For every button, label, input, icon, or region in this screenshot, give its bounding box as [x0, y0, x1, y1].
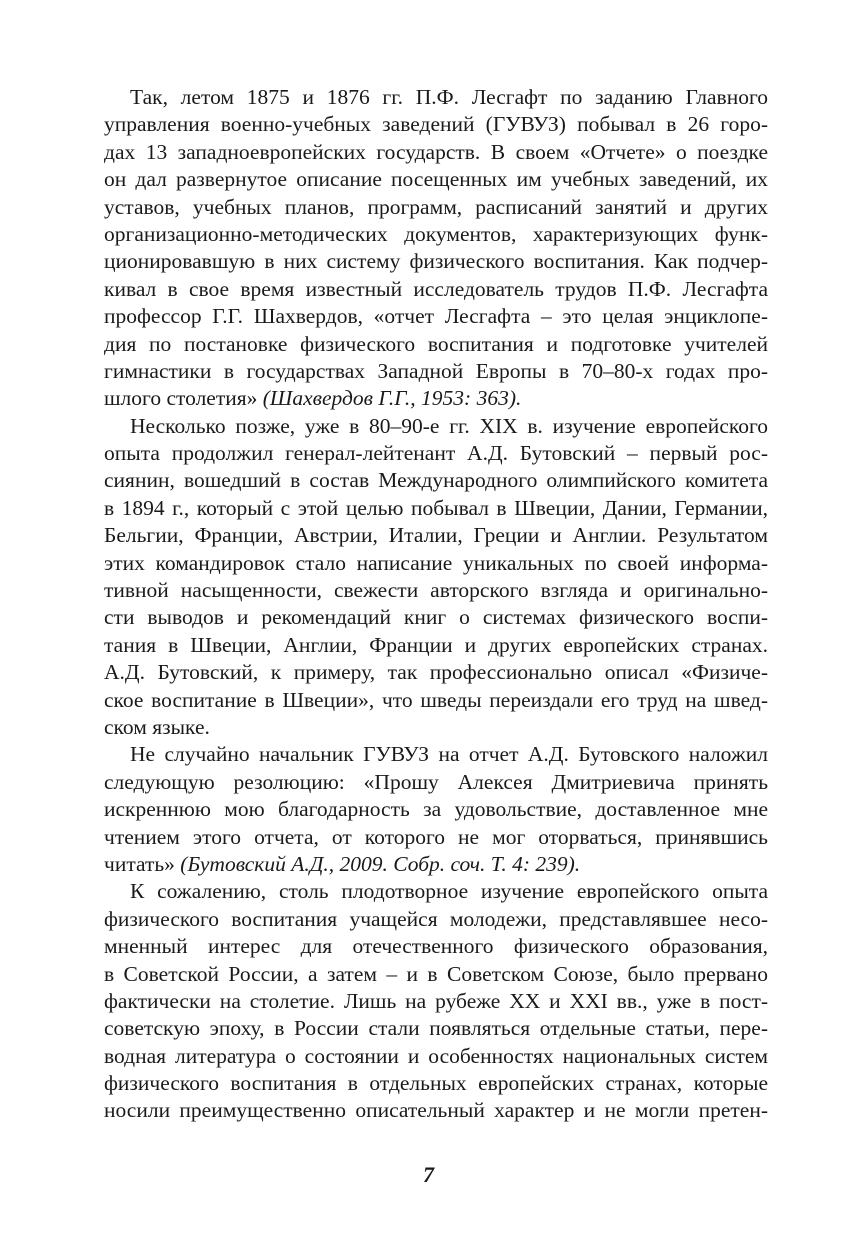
line-text: ском языке.	[104, 714, 210, 739]
text-line: сиянин, вошедший в состав Международного олимпийского комитета	[104, 468, 768, 493]
text-line: дия по постановке физического воспитания и подготовке учителей	[104, 331, 768, 356]
text-line: Несколько позже, уже в 80–90-е гг. XIX в. изучение европейского	[130, 413, 768, 438]
text-line: в 1894 г., который с этой целью побывал в Швеции, Дании, Германии,	[104, 495, 768, 520]
text-line: советскую эпоху, в России стали появляться отдельные статьи, пере-	[104, 1016, 768, 1041]
text-line: искреннюю мою благодарность за удовольствие, доставленное мне	[104, 797, 768, 822]
text-line: сти выводов и рекомендаций книг о системах физического воспи-	[104, 605, 768, 630]
text-line: уставов, учебных планов, программ, расписаний занятий и других	[104, 194, 768, 219]
text-line: Не случайно начальник ГУВУЗ на отчет А.Д. Бутовского наложил	[130, 742, 768, 767]
text-line: фактически на столетие. Лишь на рубеже XX и XXI вв., уже в пост-	[104, 988, 768, 1013]
text-line: гимнастики в государствах Западной Европы в 70–80-х годах про-	[104, 358, 768, 383]
text-line: тания в Швеции, Англии, Франции и других европейских странах.	[104, 632, 768, 657]
text-line: А.Д. Бутовский, к примеру, так профессионально описал «Физиче-	[104, 660, 768, 685]
text-line: Бельгии, Франции, Австрии, Италии, Греции и Англии. Результатом	[104, 523, 768, 548]
paragraph	[104, 741, 768, 878]
text-line: опыта продолжил генерал-лейтенант А.Д. Бутовский – первый рос-	[104, 441, 768, 466]
text-line: Так, летом 1875 и 1876 гг. П.Ф. Лесгафт по заданию Главного	[130, 85, 768, 109]
text-line-last	[104, 385, 768, 412]
line-text: читать»	[104, 851, 175, 876]
text-line: К сожалению, столь плодотворное изучение европейского опыта	[130, 879, 768, 904]
paragraph	[104, 878, 768, 1125]
page-number: 7	[423, 1162, 434, 1187]
page-body	[104, 84, 768, 1125]
text-line: дах 13 западноевропейских государств. В своем «Отчете» о поездке	[104, 139, 768, 164]
text-line: физического воспитания в отдельных европейских странах, которые	[104, 1071, 768, 1096]
text-line: профессор Г.Г. Шахвердов, «отчет Лесгафта – это целая энциклопе-	[104, 304, 768, 329]
text-line: водная литература о состоянии и особенностях национальных систем	[104, 1043, 768, 1068]
text-line: в Советской России, а затем – и в Советском Союзе, было прервано	[104, 961, 768, 986]
text-line: этих командировок стало написание уникальных по своей информа-	[104, 550, 768, 575]
text-line: он дал развернутое описание посещенных им учебных заведений, их	[104, 167, 768, 192]
text-line: мненный интерес для отечественного физического образования,	[104, 934, 768, 959]
text-line: ционировавшую в них систему физического воспитания. Как подчер-	[104, 249, 768, 274]
text-line: тивной насыщенности, свежести авторского взгляда и оригинально-	[104, 578, 768, 603]
text-line: кивал в свое время известный исследователь трудов П.Ф. Лесгафта	[104, 276, 768, 301]
text-line: носили преимущественно описательный характер и не могли претен-	[104, 1098, 768, 1123]
citation: (Бутовский А.Д., 2009. Собр. соч. Т. 4: 239).	[174, 851, 581, 876]
citation: (Шахвердов Г.Г., 1953: 363).	[257, 386, 522, 411]
paragraph	[104, 84, 768, 413]
text-line: управления военно-учебных заведений (ГУВУЗ) побывал в 26 горо-	[104, 112, 768, 137]
line-text: шлого столетия»	[104, 386, 258, 411]
text-line-last	[104, 851, 768, 878]
text-line: организационно-методических документов, характеризующих функ-	[104, 221, 768, 246]
text-line: чтением этого отчета, от которого не мог оторваться, принявшись	[104, 824, 768, 849]
paragraph	[104, 413, 768, 742]
text-line: ское воспитание в Швеции», что шведы переиздали его труд на швед-	[104, 687, 768, 712]
text-line-last	[104, 714, 768, 741]
text-line: следующую резолюцию: «Прошу Алексея Дмитриевича принять	[104, 769, 768, 794]
text-line: физического воспитания учащейся молодежи, представлявшее несо-	[104, 906, 768, 931]
